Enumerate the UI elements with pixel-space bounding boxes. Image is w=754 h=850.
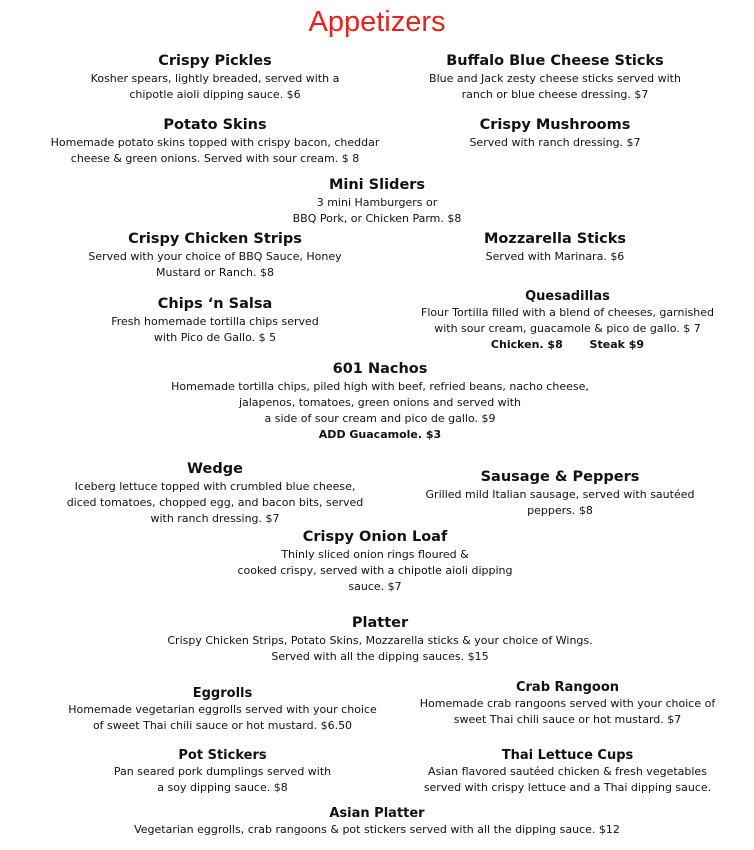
item-description: Served with ranch dressing. $7 [469,136,641,149]
menu-item-sausage-peppers [395,468,725,519]
item-name: Crab Rangoon [515,680,620,695]
menu-item-crispy-pickles [40,52,390,103]
item-name: Crispy Onion Loaf [302,529,448,545]
item-description: Pan seared pork dumplings served with a soy dipping sauce. $8 [113,765,332,794]
menu-item-asian-platter [77,805,677,838]
item-price-options: Chicken. $8 Steak $9 [490,338,645,351]
item-name: Mozzarella Sticks [483,231,627,247]
menu-item-thai-lettuce-cups [395,747,740,796]
item-name: Asian Platter [329,806,425,821]
item-description: Homemade tortilla chips, piled high with beef, refried beans, nacho cheese, jalapenos, tomatoes, green onions and served with a side of sour cream and pico de gallo. $9 [171,380,589,425]
menu-item-quesadillas [395,288,740,353]
menu-item-mini-sliders [227,176,527,227]
item-name: Eggrolls [192,686,253,701]
item-name: Quesadillas [525,289,610,304]
item-name: 601 Nachos [332,361,428,377]
menu-item-mozzarella-sticks [390,230,720,265]
menu-item-crispy-onion-loaf [200,528,550,595]
item-name: Pot Stickers [178,748,267,763]
menu-item-chips-n-salsa [40,295,390,346]
item-description: Crispy Chicken Strips, Potato Skins, Mozzarella sticks & your choice of Wings. Served with all the dipping sauces. $15 [167,634,593,663]
menu-item-eggrolls [40,685,405,734]
item-name: Platter [351,615,409,631]
item-description: 3 mini Hamburgers or BBQ Pork, or Chicken Parm. $8 [292,196,462,225]
item-name: Mini Sliders [328,177,426,193]
item-name: Crispy Chicken Strips [128,231,302,247]
menu-item-crab-rangoon [395,679,740,728]
item-description: Homemade vegetarian eggrolls served with your choice of sweet Thai chili sauce or hot mustard. $6.50 [68,703,377,732]
menu-item-crispy-chicken-strips [40,230,390,281]
item-description: Grilled mild Italian sausage, served with sautéed peppers. $8 [425,488,695,517]
item-name: Wedge [187,461,243,477]
item-name: Buffalo Blue Cheese Sticks [446,53,664,69]
item-name: Crispy Pickles [158,53,272,69]
page-title: Appetizers [308,6,446,38]
item-name: Potato Skins [163,117,267,133]
menu-item-platter [130,614,630,665]
menu-item-crispy-mushrooms [390,116,720,151]
item-description: Thinly sliced onion rings floured & cooked crispy, served with a chipotle aioli dipping sauce. $7 [237,548,513,593]
item-description: Served with your choice of BBQ Sauce, Honey Mustard or Ranch. $8 [88,250,342,279]
item-description: Vegetarian eggrolls, crab rangoons & pot stickers served with all the dipping sauce. $12 [134,823,620,836]
item-description: Fresh homemade tortilla chips served with Pico de Gallo. $ 5 [111,315,319,344]
item-addon: ADD Guacamole. $3 [318,428,442,441]
item-description: Served with Marinara. $6 [485,250,625,263]
menu-item-buffalo-blue-cheese-sticks [390,52,720,103]
item-name: Chips ‘n Salsa [157,296,273,312]
menu-item-601-nachos [130,360,630,443]
item-description: Asian flavored sautéed chicken & fresh vegetables served with crispy lettuce and a Thai dipping sauce. [423,765,712,794]
item-name: Crispy Mushrooms [479,117,631,133]
item-description: Blue and Jack zesty cheese sticks served with ranch or blue cheese dressing. $7 [429,72,681,101]
item-description: Homemade crab rangoons served with your choice of sweet Thai chili sauce or hot mustard. $7 [419,697,716,726]
item-description: Flour Tortilla filled with a blend of cheeses, garnished with sour cream, guacamole & pico de gallo. $ 7 [421,306,714,335]
item-description: Iceberg lettuce topped with crumbled blue cheese, diced tomatoes, chopped egg, and bacon bits, served with ranch dressing. $7 [66,480,364,525]
item-name: Sausage & Peppers [480,469,640,485]
item-name: Thai Lettuce Cups [501,748,634,763]
menu-item-pot-stickers [40,747,405,796]
item-description: Kosher spears, lightly breaded, served with a chipotle aioli dipping sauce. $6 [90,72,340,101]
menu-item-wedge [40,460,390,527]
menu-item-potato-skins [40,116,390,167]
item-description: Homemade potato skins topped with crispy bacon, cheddar cheese & green onions. Served with sour cream. $ 8 [50,136,380,165]
